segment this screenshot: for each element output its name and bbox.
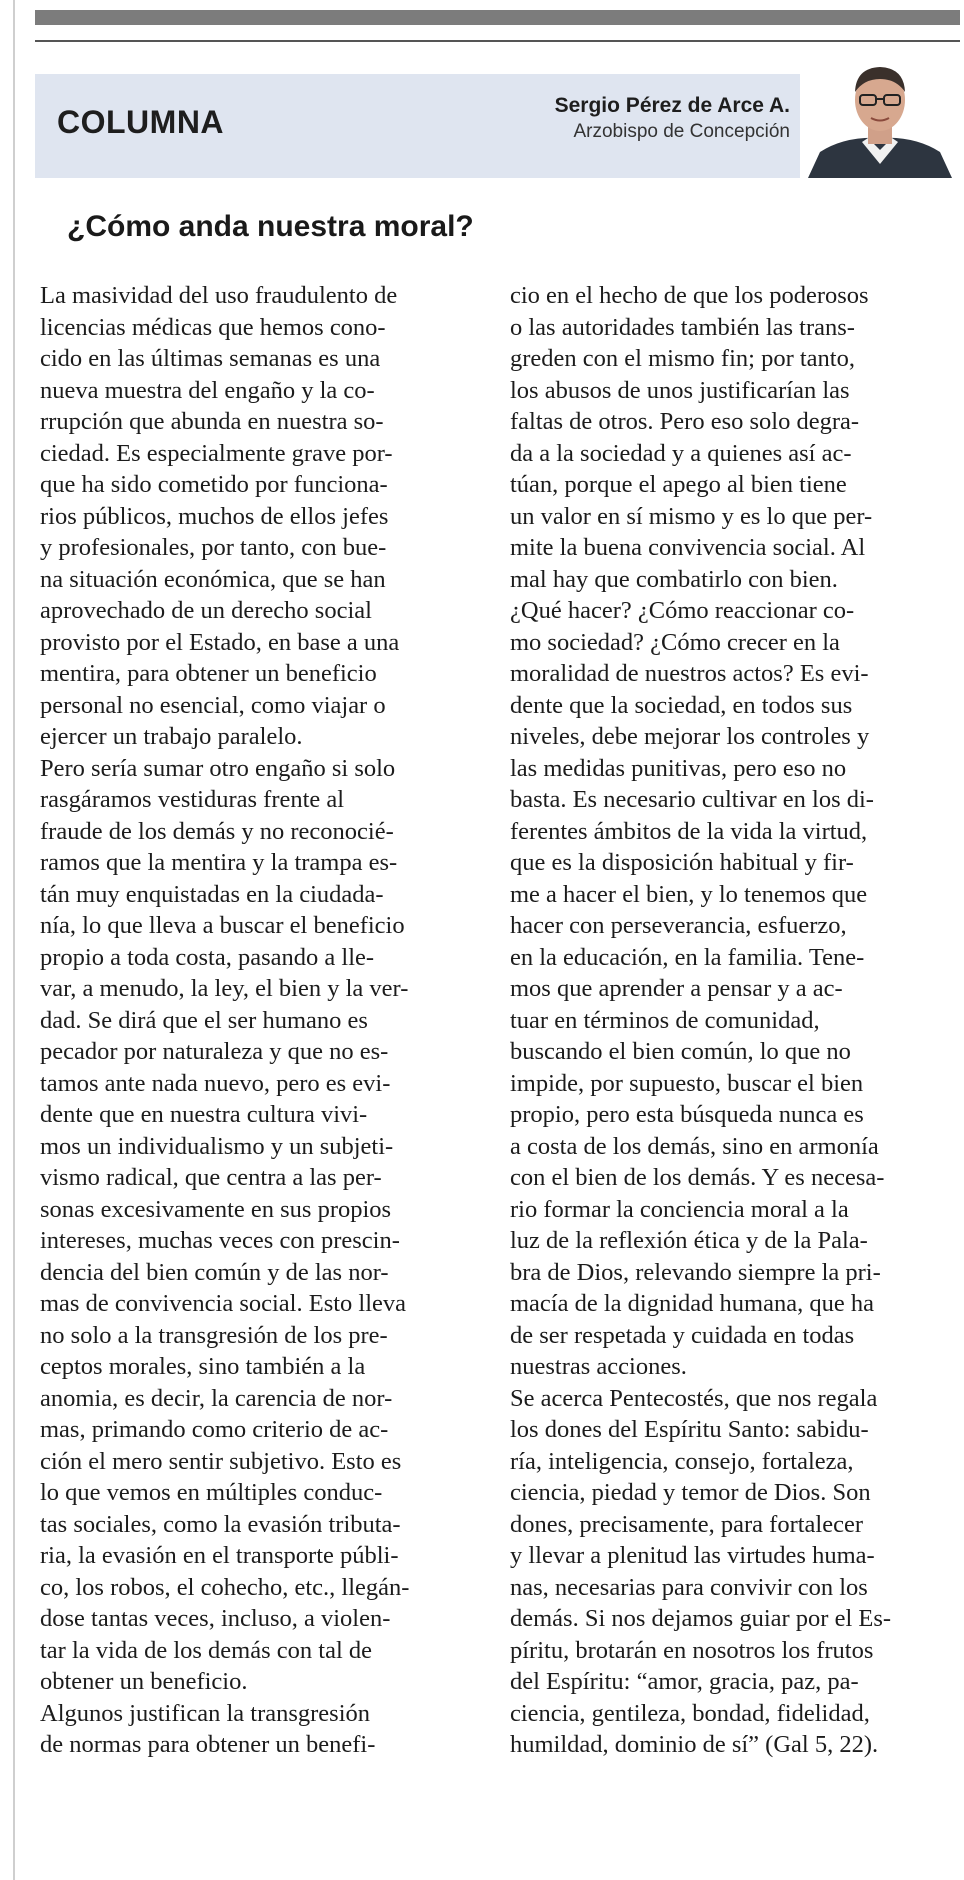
text-line: demás. Si nos dejamos guiar por el Es- — [510, 1605, 892, 1632]
article-title: ¿Cómo anda nuestra moral? — [67, 210, 474, 243]
text-line: tamos ante nada nuevo, pero es evi- — [40, 1069, 391, 1097]
author-photo — [800, 52, 960, 178]
text-line: dente que la sociedad, en todos sus — [510, 691, 853, 719]
text-line: a costa de los demás, sino en armonía — [510, 1132, 879, 1160]
text-line: cido en las últimas semanas es una — [40, 345, 381, 372]
text-line: tar la vida de los demás con tal de — [40, 1636, 372, 1664]
text-line: los abusos de unos justificarían las — [510, 376, 850, 404]
text-line: Algunos justifican la transgresión — [40, 1699, 371, 1727]
text-line: ciencia, piedad y temor de Dios. Son — [510, 1479, 871, 1506]
text-line: faltas de otros. Pero eso solo degra- — [510, 408, 860, 435]
text-line: ceptos morales, sino también a la — [40, 1353, 366, 1380]
text-line: mentira, para obtener un beneficio — [40, 660, 377, 687]
text-line: intereses, muchas veces con prescin- — [40, 1227, 400, 1254]
text-line: rasgáramos vestiduras frente al — [40, 786, 345, 813]
text-line: nía, lo que lleva a buscar el beneficio — [40, 912, 405, 939]
text-line: niveles, debe mejorar los controles y — [510, 723, 870, 750]
text-line: nueva muestra del engaño y la co- — [40, 376, 375, 404]
text-line: ejercer un trabajo paralelo. — [40, 723, 303, 750]
text-line: mas de convivencia social. Esto lleva — [40, 1290, 407, 1317]
text-line: fraude de los demás y no reconocié- — [40, 817, 394, 845]
text-line: y profesionales, por tanto, con bue- — [40, 534, 387, 561]
top-divider — [35, 40, 960, 42]
text-line: que ha sido cometido por funciona- — [40, 471, 388, 498]
author-role: Arzobispo de Concepción — [573, 121, 790, 142]
text-line: túan, porque el apego al bien tiene — [510, 471, 847, 498]
text-line: mite la buena convivencia social. Al — [510, 534, 866, 561]
text-line: nuestras acciones. — [510, 1353, 687, 1380]
text-line: lo que vemos en múltiples conduc- — [40, 1479, 383, 1506]
text-line: ción el mero sentir subjetivo. Esto es — [40, 1447, 402, 1475]
text-line: var, a menudo, la ley, el bien y la ver- — [40, 975, 409, 1002]
text-line: ciedad. Es especialmente grave por- — [40, 439, 393, 467]
text-line: me a hacer el bien, y lo tenemos que — [510, 880, 868, 908]
text-line: luz de la reflexión ética y de la Pala- — [510, 1227, 868, 1254]
text-line: de normas para obtener un benefi- — [40, 1731, 376, 1758]
text-line: La masividad del uso fraudulento de — [40, 282, 398, 309]
text-line: ramos que la mentira y la trampa es- — [40, 849, 398, 876]
text-line: Se acerca Pentecostés, que nos regala — [510, 1384, 878, 1412]
text-line: rios públicos, muchos de ellos jefes — [40, 502, 389, 530]
author-portrait-icon — [800, 52, 960, 178]
text-line: na situación económica, que se han — [40, 565, 386, 593]
text-line: mal hay que combatirlo con bien. — [510, 565, 838, 593]
text-line: propio, pero esta búsqueda nunca es — [510, 1101, 864, 1128]
text-line: píritu, brotarán en nosotros los frutos — [510, 1636, 874, 1664]
text-line: cio en el hecho de que los poderosos — [510, 282, 869, 309]
text-line: ferentes ámbitos de la vida la virtud, — [510, 817, 868, 845]
text-line: ría, inteligencia, consejo, fortaleza, — [510, 1447, 854, 1475]
text-line: anomia, es decir, la carencia de nor- — [40, 1384, 393, 1412]
text-line: sonas excesivamente en sus propios — [40, 1195, 392, 1223]
text-line: nas, necesarias para convivir con los — [510, 1573, 868, 1601]
text-line: licencias médicas que hemos cono- — [40, 313, 386, 341]
text-line: personal no esencial, como viajar o — [40, 691, 386, 719]
text-line: hacer con perseverancia, esfuerzo, — [510, 912, 847, 939]
text-line: provisto por el Estado, en base a una — [40, 628, 400, 656]
text-line: moralidad de nuestros actos? Es evi- — [510, 660, 869, 687]
text-line: del Espíritu: “amor, gracia, paz, pa- — [510, 1668, 859, 1695]
text-line: dente que en nuestra cultura vivi- — [40, 1101, 368, 1128]
text-line: tuar en términos de comunidad, — [510, 1006, 820, 1034]
text-line: los dones del Espíritu Santo: sabidu- — [510, 1416, 869, 1443]
text-line: obtener un beneficio. — [40, 1668, 248, 1695]
text-line: no solo a la transgresión de los pre- — [40, 1321, 388, 1349]
text-line: mas, primando como criterio de ac- — [40, 1416, 389, 1443]
text-line: propio a toda costa, pasando a lle- — [40, 943, 375, 971]
top-gray-bar — [35, 10, 960, 25]
text-line: greden con el mismo fin; por tanto, — [510, 345, 855, 372]
page-margin-rule — [13, 0, 15, 1880]
text-line: de ser respetada y cuidada en todas — [510, 1321, 855, 1349]
text-line: basta. Es necesario cultivar en los di- — [510, 786, 874, 813]
text-line: tas sociales, como la evasión tributa- — [40, 1510, 401, 1538]
article-column-right — [510, 280, 955, 1761]
text-line: Pero sería sumar otro engaño si solo — [40, 754, 396, 782]
text-line: en la educación, en la familia. Tene- — [510, 943, 865, 971]
text-line: co, los robos, el cohecho, etc., llegán- — [40, 1573, 410, 1601]
section-label: COLUMNA — [57, 104, 225, 140]
text-line: dad. Se dirá que el ser humano es — [40, 1006, 368, 1034]
article-column-left — [40, 280, 480, 1761]
text-line: ciencia, gentileza, bondad, fidelidad, — [510, 1699, 870, 1727]
text-line: bra de Dios, relevando siempre la pri- — [510, 1258, 881, 1286]
text-line: dose tantas veces, incluso, a violen- — [40, 1605, 391, 1632]
text-line: un valor en sí mismo y es lo que per- — [510, 502, 873, 530]
text-line: y llevar a plenitud las virtudes huma- — [510, 1542, 875, 1569]
author-block — [555, 94, 790, 143]
text-line: tán muy enquistadas en la ciudada- — [40, 880, 384, 908]
text-line: mos un individualismo y un subjeti- — [40, 1132, 394, 1160]
text-line: ria, la evasión en el transporte públi- — [40, 1542, 399, 1569]
text-line: da a la sociedad y a quienes así ac- — [510, 439, 852, 467]
text-line: las medidas punitivas, pero eso no — [510, 754, 847, 782]
text-line: ¿Qué hacer? ¿Cómo reaccionar co- — [510, 597, 855, 624]
text-line: que es la disposición habitual y fir- — [510, 849, 854, 876]
text-line: rrupción que abunda en nuestra so- — [40, 408, 384, 435]
text-line: vismo radical, que centra a las per- — [40, 1164, 382, 1191]
text-line: pecador por naturaleza y que no es- — [40, 1038, 389, 1065]
text-line: humildad, dominio de sí” (Gal 5, 22). — [510, 1731, 879, 1758]
text-line: dencia del bien común y de las nor- — [40, 1258, 389, 1286]
author-name: Sergio Pérez de Arce A. — [554, 94, 790, 117]
text-line: macía de la dignidad humana, que ha — [510, 1290, 874, 1317]
text-line: mos que aprender a pensar y a ac- — [510, 975, 843, 1002]
column-header — [35, 74, 960, 178]
text-line: con el bien de los demás. Y es necesa- — [510, 1164, 885, 1191]
text-line: buscando el bien común, lo que no — [510, 1038, 851, 1065]
text-line: rio formar la conciencia moral a la — [510, 1195, 849, 1223]
text-line: o las autoridades también las trans- — [510, 313, 855, 341]
text-line: dones, precisamente, para fortalecer — [510, 1510, 864, 1538]
text-line: aprovechado de un derecho social — [40, 597, 372, 624]
text-line: impide, por supuesto, buscar el bien — [510, 1069, 864, 1097]
text-line: mo sociedad? ¿Cómo crecer en la — [510, 628, 840, 656]
